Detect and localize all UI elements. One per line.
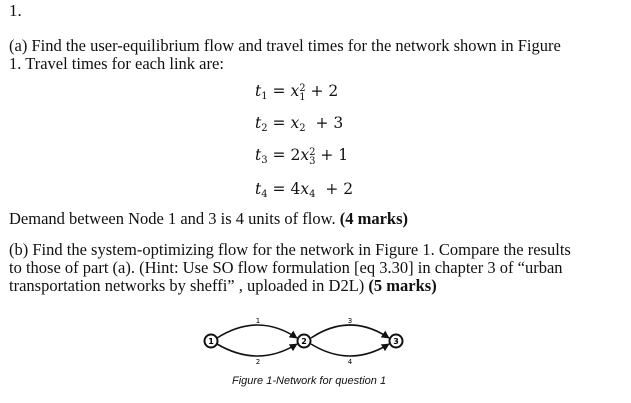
eq4-lhs-sub: 4 bbox=[261, 189, 268, 200]
link-1-edge bbox=[217, 325, 297, 338]
part-b-line-3-wrap bbox=[9, 277, 437, 295]
eq2-rhs-var: x bbox=[290, 114, 300, 132]
equation-3: $t_3 = 2x2$ 3 + 1 bbox=[255, 146, 349, 167]
eq2-lhs-var: t bbox=[255, 114, 262, 132]
eq1-lhs-sub: 1 bbox=[261, 91, 268, 102]
question-number: 1. bbox=[9, 1, 22, 20]
equation-4: $t_4 = 4x_4 + 2$ bbox=[255, 180, 354, 200]
eq4-lhs-var: t bbox=[255, 180, 262, 198]
eq2-rhs-sub: 2 bbox=[299, 123, 306, 134]
link-3-label: 3 bbox=[347, 317, 353, 325]
part-b-marks: (5 marks) bbox=[368, 276, 437, 295]
eq3-rhs-coef: 2 bbox=[290, 146, 301, 164]
eq3-rhs-var: x bbox=[300, 146, 310, 164]
part-a-line-2: 1. Travel times for each link are: bbox=[9, 54, 224, 73]
equation-1: $t_1 = x2$ 1 + 2 bbox=[255, 82, 339, 103]
node-3-label: 3 bbox=[393, 337, 399, 346]
part-b-line-1: (b) Find the system-optimizing flow for the network in Figure 1. Compare the results bbox=[9, 240, 571, 259]
part-a-marks: (4 marks) bbox=[339, 209, 408, 228]
eq4-rhs-sub: 4 bbox=[309, 189, 316, 200]
eq1-rhs-sup: 2 bbox=[299, 83, 306, 94]
eq1-rhs-const: + 2 bbox=[310, 82, 339, 100]
eq3-lhs-sub: 3 bbox=[261, 155, 268, 166]
eq1-rhs-var: x bbox=[290, 82, 300, 100]
eq4-rhs-coef: 4 bbox=[290, 180, 301, 198]
link-2-label: 2 bbox=[255, 358, 261, 366]
demand-line bbox=[9, 210, 408, 228]
link-4-label: 4 bbox=[347, 358, 353, 366]
part-b-line-2: to those of part (a). (Hint: Use SO flow formulation [eq 3.30] in chapter 3 of “urban bbox=[9, 258, 563, 277]
figure-caption: Figure 1-Network for question 1 bbox=[232, 375, 387, 387]
eq1-lhs-var: t bbox=[255, 82, 262, 100]
equation-2: $t_2 = x_2 + 3$ bbox=[255, 114, 344, 134]
link-3-edge bbox=[311, 325, 389, 338]
part-b-line-3: transportation networks by sheffi” , uploaded in D2L) bbox=[9, 276, 365, 295]
eq1-rhs-sub: 1 bbox=[299, 92, 306, 103]
demand-text: Demand between Node 1 and 3 is 4 units of flow. bbox=[9, 209, 336, 228]
eq2-lhs-sub: 2 bbox=[261, 123, 268, 134]
network-figure bbox=[195, 310, 415, 372]
link-1-label: 1 bbox=[255, 317, 261, 325]
eq4-rhs-var: x bbox=[300, 180, 310, 198]
eq3-rhs-sub: 3 bbox=[309, 156, 316, 167]
node-1-label: 1 bbox=[208, 337, 214, 346]
link-4-edge bbox=[311, 344, 389, 356]
eq3-rhs-sup: 2 bbox=[309, 147, 316, 158]
part-a-line-1: (a) Find the user-equilibrium flow and travel times for the network shown in Figure bbox=[9, 36, 561, 55]
eq2-rhs-const: + 3 bbox=[315, 114, 344, 132]
eq4-rhs-const: + 2 bbox=[325, 180, 354, 198]
eq3-rhs-const: + 1 bbox=[320, 146, 349, 164]
link-2-edge bbox=[217, 344, 297, 356]
eq3-lhs-var: t bbox=[255, 146, 262, 164]
node-2-label: 2 bbox=[301, 337, 307, 346]
